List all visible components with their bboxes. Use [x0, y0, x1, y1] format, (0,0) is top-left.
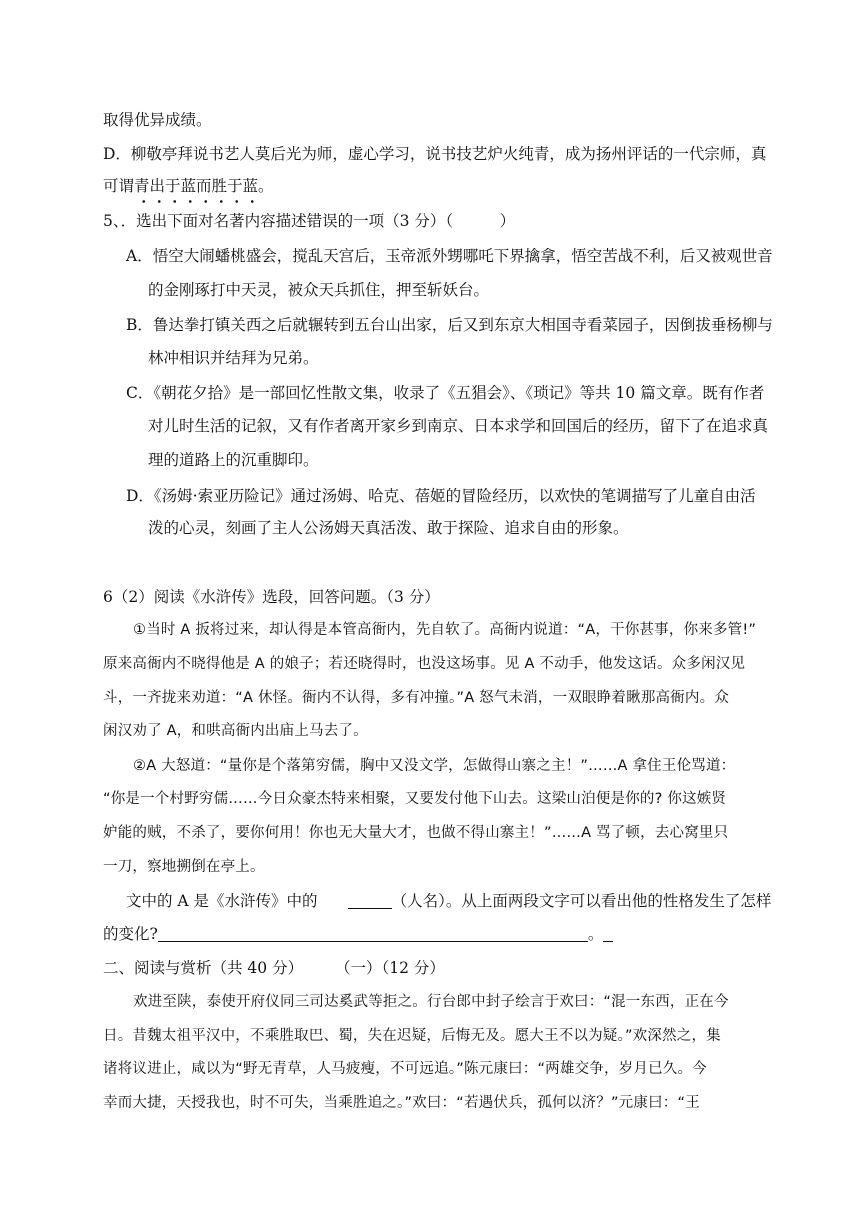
subsection-title: （一）（12 分）	[335, 959, 445, 977]
text-line: 泼的心灵，刻画了主人公汤姆天真活泼、敢于探险、追求自由的形象。	[148, 519, 629, 537]
passage-line: 斗，一齐拢来劝道：“A 休怪。衙内不认得，多有冲撞。”A 怒气未消，一双眼睁着瞅那高衙内。众	[103, 690, 730, 706]
passage-line: 幸而大捷，天授我也，时不可失，当乘胜追之。”欢曰：“若遇伏兵，孤何以济？”元康曰：“王	[103, 1095, 700, 1111]
dotted-idiom: 青出于蓝而胜于蓝	[134, 177, 259, 195]
text-span: 。	[587, 925, 604, 943]
answer-blank-name[interactable]	[348, 892, 392, 909]
text-span: 的变化?	[103, 925, 158, 943]
option-c-line: C．《朝花夕拾》是一部回忆性散文集，收录了《五猖会》、《琐记》等共 10 篇文章。既有作者	[126, 384, 765, 402]
section-2-title: 二、阅读与赏析（共 40 分）	[103, 959, 304, 977]
passage-line: 一刀，察地搠倒在亭上。	[103, 859, 265, 875]
passage-line: 欢进至陕，泰使开府仪同三司达奚武等拒之。行台郎中封子绘言于欢曰：“混一东西，正在今	[133, 994, 729, 1010]
text-span: （人名）。从上面两段文字可以看出他的性格发生了怎样	[391, 892, 772, 910]
answer-blank-tail	[603, 925, 613, 942]
passage-line: 原来高衙内不晓得他是 A 的娘子；若还晓得时，也没这场事。见 A 不动手，他发这话。众多闲汉见	[103, 656, 746, 672]
option-d-line: D．柳敬亭拜说书艺人莫后光为师，虚心学习，说书技艺炉火纯青，成为扬州评话的一代宗师，真	[103, 145, 767, 163]
passage-line: 诸将议进止，咸以为“野无青草，人马疲瘦，不可远追。”陈元康曰：“两雄交争，岁月已久。今	[103, 1061, 707, 1077]
option-d-line: D．《汤姆·索亚历险记》通过汤姆、哈克、蓓姬的冒险经历，以欢快的笔调描写了儿童自由活	[126, 487, 756, 505]
passage-line: 闲汉劝了 A，和哄高衙内出庙上马去了。	[103, 723, 368, 739]
text-line: 理的道路上的沉重脚印。	[148, 451, 319, 469]
question-6-title: 6（2）阅读《水浒传》选段，回答问题。（3 分）	[103, 588, 440, 606]
text-line: 取得优异成绩。	[103, 111, 212, 129]
option-a-line: A．悟空大闹蟠桃盛会，搅乱天宫后，玉帝派外甥哪吒下界擒拿，悟空苦战不利，后又被观世音	[126, 247, 773, 265]
text-span: 文中的 A 是《水浒传》中的	[126, 892, 318, 910]
passage-line: “你是一个村野穷儒……今日众豪杰特来相聚，又要发付他下山去。这梁山泊便是你的? 你这嫉贤	[103, 791, 727, 807]
text-line: 的金刚琢打中天灵，被众天兵抓住，押至斩妖台。	[148, 281, 490, 299]
fill-in-question	[126, 891, 771, 911]
passage-line: 妒能的贼，不杀了，要你何用！你也无大量大才，也做不得山寨主！”……A 骂了顿，去心窝里只	[103, 825, 729, 841]
passage-line: 日。昔魏太祖平汉中，不乘胜取巴、蜀，失在迟疑，后悔无及。愿大王不以为疑。”欢深然之，集	[103, 1028, 721, 1044]
passage-line: ①当时 A 扳将过来，却认得是本管高衙内，先自软了。高衙内说道：“A，干你甚事，你来多管!”	[133, 622, 757, 638]
passage-line: ②A 大怒道：“量你是个落第穷儒，胸中又没文学，怎做得山寨之主！”……A 拿住王伦骂道：	[133, 758, 736, 774]
text-span: 。	[258, 177, 274, 195]
answer-blank-change[interactable]	[158, 925, 588, 942]
text-span: 可谓	[103, 177, 135, 195]
fill-in-question	[103, 924, 613, 944]
option-b-line: B．鲁达拳打镇关西之后就辗转到五台山出家，后又到东京大相国寺看菜园子，因倒拔垂杨柳与	[126, 316, 773, 334]
text-line: 对儿时生活的记叙，又有作者离开家乡到南京、日本求学和回国后的经历，留下了在追求真	[148, 417, 769, 435]
question-5-title: 5、．选出下面对名著内容描述错误的一项（3 分）（ ）	[103, 212, 516, 230]
text-line: 林冲相识并结拜为兄弟。	[148, 349, 319, 367]
text-line	[103, 176, 274, 196]
